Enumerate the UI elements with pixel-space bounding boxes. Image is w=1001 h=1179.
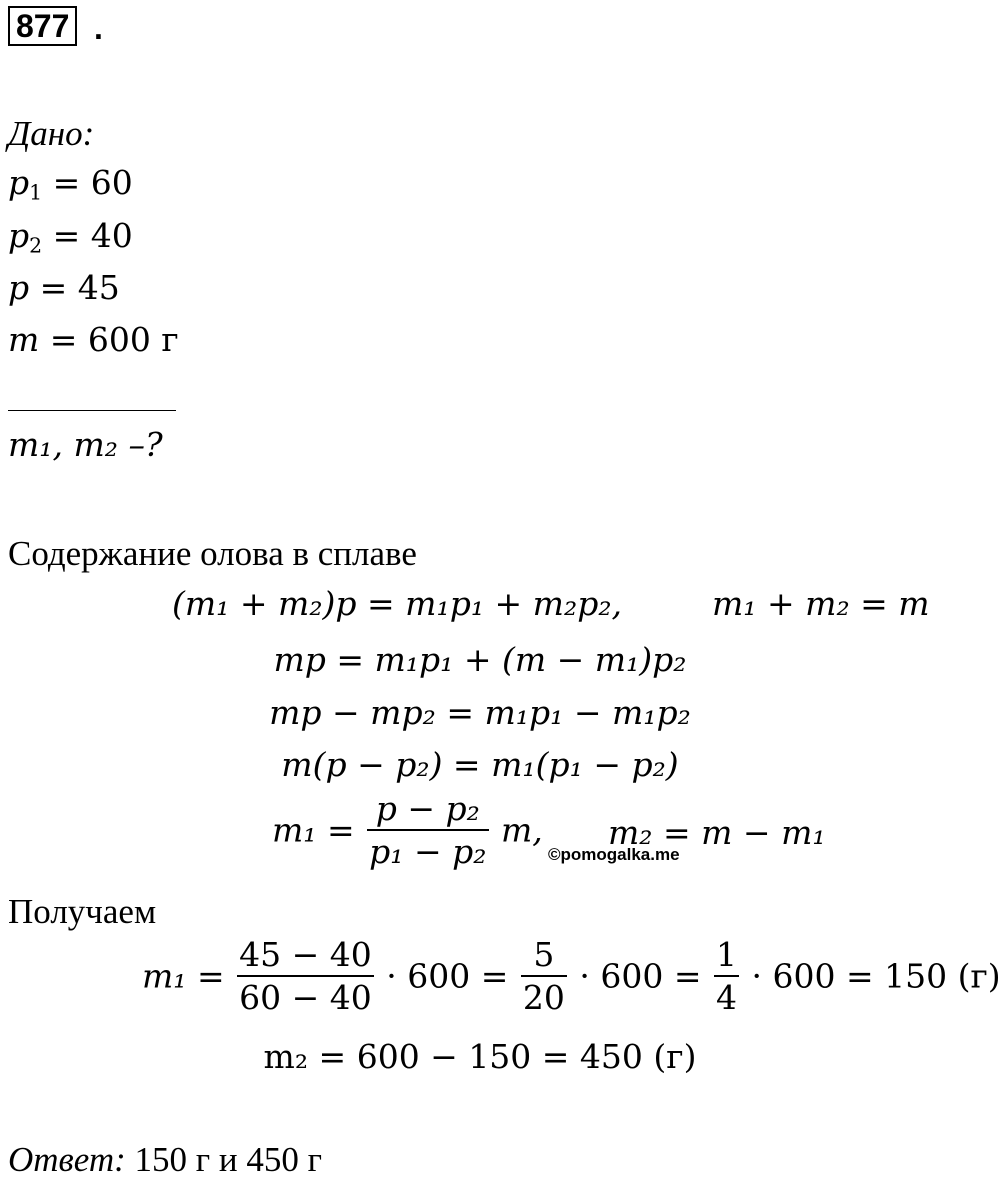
calc-lhs: m₁ = [142,956,225,996]
calc-fraction-2-num: 5 [521,938,567,977]
equation-5-fraction [367,789,488,871]
calc-fraction-3 [714,935,739,1017]
answer-label: Ответ: [8,1140,126,1179]
equation-5-lhs: m₁ = [272,810,355,850]
calc-mid-2: · 600 = [579,956,702,996]
answer-text: 150 г и 450 г [134,1140,322,1179]
given-divider [8,410,176,411]
find-line: m₁, m₂ –? [8,425,163,464]
equation-1b: m₁ + m₂ = m [712,584,930,623]
section-label-result: Получаем [8,892,157,931]
given-line-p1: $p_1 = 60$ [8,163,133,205]
given-line-m: m = 600 г [8,320,179,359]
calc-fraction-1 [237,935,374,1017]
equation-5-tail: m, [501,810,543,850]
calc-fraction-2-den: 20 [522,978,565,1017]
calc-tail: · 600 = 150 (г) [751,956,1001,996]
equation-5-denominator: p₁ − p₂ [369,832,487,871]
equation-4: m(p − p₂) = m₁(p₁ − p₂) [281,745,679,784]
answer [8,1142,322,1177]
given-label: Дано: [8,114,95,153]
problem-number: 877 [8,6,77,46]
section-label-tin-content: Содержание олова в сплаве [8,534,417,573]
given-line-p2: $p_2 = 40$ [8,216,133,258]
problem-number-dot: . [94,10,103,46]
equation-5 [272,789,543,871]
equation-1: (m₁ + m₂)p = m₁p₁ + m₂p₂, [172,584,623,623]
calc-fraction-1-num: 45 − 40 [237,938,374,977]
equation-5b: m₂ = m − m₁ [608,813,826,852]
calc-line-1 [142,935,1001,1017]
calc-line-2: m₂ = 600 − 150 = 450 (г) [263,1037,697,1076]
equation-5-numerator: p − p₂ [367,792,488,831]
given-line-p: p = 45 [8,268,120,307]
calc-fraction-3-den: 4 [716,978,738,1017]
calc-fraction-2 [521,935,567,1017]
calc-mid-1: · 600 = [386,956,509,996]
equation-2: mp = m₁p₁ + (m − m₁)p₂ [273,640,687,679]
equation-3: mp − mp₂ = m₁p₁ − m₁p₂ [269,693,691,732]
calc-fraction-1-den: 60 − 40 [239,978,372,1017]
calc-fraction-3-num: 1 [714,938,739,977]
watermark: ©pomogalka.me [548,845,680,864]
